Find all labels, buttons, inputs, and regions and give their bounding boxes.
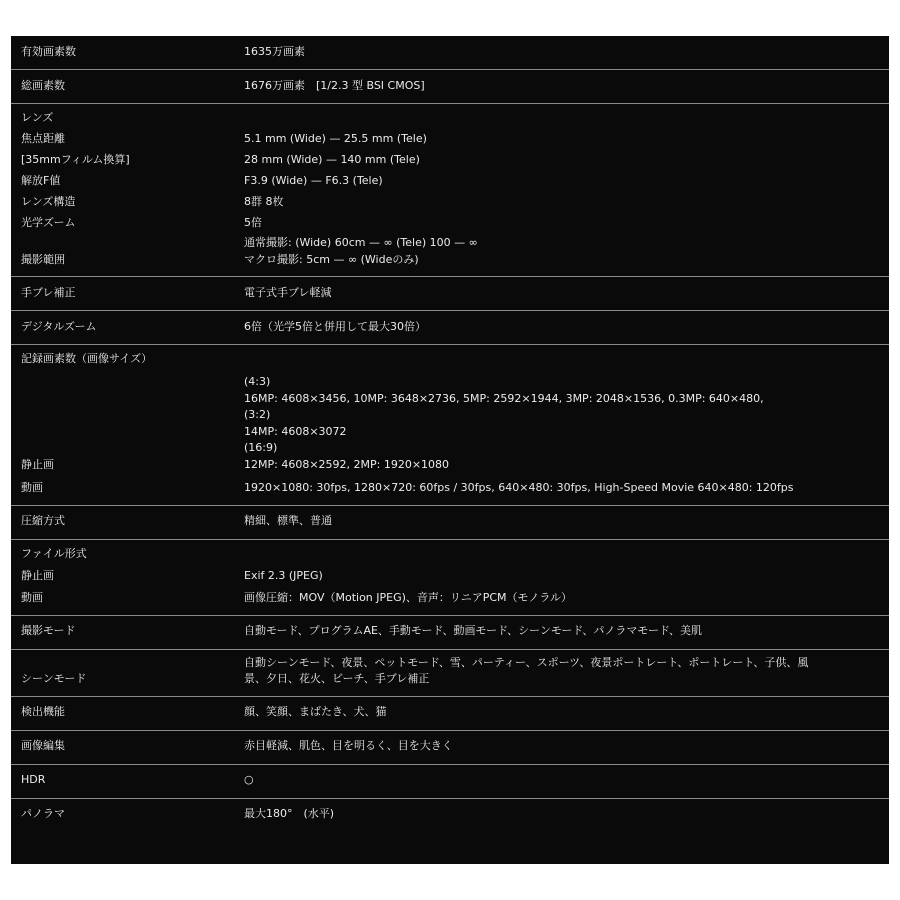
spec-group-scene-mode bbox=[11, 650, 889, 697]
spec-value-line: 8群 8枚 bbox=[244, 194, 284, 208]
spec-label: 撮影範囲 bbox=[21, 252, 65, 266]
spec-group-shooting-mode bbox=[11, 616, 889, 650]
spec-value bbox=[244, 235, 889, 270]
spec-value-line: ○ bbox=[244, 773, 254, 787]
spec-row bbox=[11, 565, 889, 588]
spec-value-line: 1920×1080: 30fps, 1280×720: 60fps / 30fps, 640×480: 30fps, High-Speed Movie 640×480: 120fps bbox=[244, 481, 794, 494]
spec-value bbox=[244, 704, 889, 721]
spec-group-file-format bbox=[11, 540, 889, 616]
spec-label: 有効画素数 bbox=[21, 44, 76, 58]
spec-row bbox=[11, 192, 889, 213]
spec-label: 解放F値 bbox=[21, 173, 61, 187]
spec-value-line: 1635万画素 bbox=[244, 44, 305, 58]
spec-table bbox=[11, 36, 889, 864]
spec-row bbox=[11, 476, 889, 500]
spec-value-line: 14MP: 4608×3072 bbox=[244, 424, 347, 438]
spec-label: 光学ズーム bbox=[21, 215, 76, 229]
spec-value bbox=[244, 194, 889, 213]
spec-row bbox=[11, 701, 889, 725]
spec-group-total-pixels bbox=[11, 70, 889, 104]
spec-value bbox=[244, 374, 889, 475]
spec-value-line: 顔、笑顔、まばたき、犬、猫 bbox=[244, 705, 387, 719]
spec-value-line: 精細、標準、普通 bbox=[244, 514, 332, 528]
spec-value bbox=[244, 655, 889, 690]
spec-value-line: 電子式手ブレ軽減 bbox=[244, 285, 332, 299]
spec-value bbox=[244, 285, 889, 302]
spec-value-line: 通常撮影: (Wide) 60cm — ∞ (Tele) 100 — ∞ bbox=[244, 236, 478, 249]
spec-row bbox=[11, 370, 889, 476]
spec-group-detection bbox=[11, 697, 889, 731]
spec-value bbox=[244, 173, 889, 192]
spec-group-image-edit bbox=[11, 731, 889, 765]
spec-value bbox=[244, 480, 889, 499]
spec-row bbox=[11, 171, 889, 192]
spec-value-line: (3:2) bbox=[244, 408, 271, 421]
spec-row bbox=[11, 234, 889, 271]
spec-value bbox=[244, 772, 889, 789]
spec-label: [35mmフィルム換算] bbox=[21, 152, 130, 166]
spec-row bbox=[11, 803, 889, 827]
spec-row bbox=[11, 281, 889, 305]
spec-label: 総画素数 bbox=[21, 78, 65, 92]
spec-row bbox=[11, 510, 889, 534]
spec-value-line: 6倍（光学5倍と併用して最大30倍） bbox=[244, 319, 426, 333]
spec-label: パノラマ bbox=[21, 807, 65, 821]
spec-label: 画像編集 bbox=[21, 739, 65, 753]
spec-label: 動画 bbox=[21, 591, 43, 604]
spec-value-line: 画像圧縮：MOV（Motion JPEG)、音声：リニアPCM（モノラル） bbox=[244, 591, 573, 604]
spec-group-header: 記録画素数（画像サイズ） bbox=[21, 352, 153, 366]
spec-value bbox=[244, 215, 889, 234]
spec-group-digital-zoom bbox=[11, 311, 889, 345]
spec-group-header: レンズ bbox=[21, 111, 54, 125]
spec-value bbox=[244, 806, 889, 823]
spec-row bbox=[11, 315, 889, 339]
spec-value bbox=[244, 152, 889, 171]
spec-row bbox=[11, 213, 889, 234]
spec-value-line: 最大180° (水平) bbox=[244, 807, 335, 821]
spec-label: 圧縮方式 bbox=[21, 514, 65, 528]
spec-label: デジタルズーム bbox=[21, 319, 97, 333]
spec-group-lens bbox=[11, 104, 889, 277]
spec-value-line: 景、夕日、花火、ビーチ、手ブレ補正 bbox=[244, 672, 430, 685]
spec-label: 手ブレ補正 bbox=[21, 285, 76, 299]
spec-value-line: 赤目軽減、肌色、目を明るく、目を大きく bbox=[244, 739, 453, 753]
spec-value-line: 16MP: 4608×3456, 10MP: 3648×2736, 5MP: 2592×1944, 3MP: 2048×1536, 0.3MP: 640×480, bbox=[244, 391, 764, 405]
spec-value bbox=[244, 131, 889, 150]
spec-value-line: 12MP: 4608×2592, 2MP: 1920×1080 bbox=[244, 457, 450, 471]
spec-value-line: 自動モード、プログラムAE、手動モード、動画モード、シーンモード、パノラマモード、美肌 bbox=[244, 624, 702, 638]
spec-value bbox=[244, 44, 889, 61]
spec-value-line: (4:3) bbox=[244, 375, 271, 388]
spec-group-compression bbox=[11, 506, 889, 540]
spec-label: 静止画 bbox=[21, 457, 54, 471]
spec-row bbox=[11, 74, 889, 98]
spec-value bbox=[244, 513, 889, 530]
spec-row bbox=[11, 40, 889, 64]
spec-row bbox=[11, 150, 889, 171]
spec-label: シーンモード bbox=[21, 672, 87, 685]
spec-row bbox=[11, 769, 889, 793]
spec-group-stabilization bbox=[11, 277, 889, 311]
spec-row bbox=[11, 129, 889, 150]
spec-value bbox=[244, 738, 889, 755]
spec-value-line: マクロ撮影: 5cm — ∞ (Wideのみ) bbox=[244, 252, 419, 266]
spec-label: レンズ構造 bbox=[21, 194, 76, 208]
spec-value bbox=[244, 78, 889, 95]
spec-value bbox=[244, 319, 889, 336]
spec-group-panorama bbox=[11, 799, 889, 832]
spec-value bbox=[244, 568, 889, 587]
spec-value-line: 5倍 bbox=[244, 215, 262, 229]
spec-value-line: 自動シーンモード、夜景、ペットモード、雪、パーティー、スポーツ、夜景ポートレート、ポートレート、子供、風 bbox=[244, 655, 809, 669]
spec-group-hdr bbox=[11, 765, 889, 799]
spec-value-line: 28 mm (Wide) — 140 mm (Tele) bbox=[244, 152, 420, 166]
spec-row bbox=[11, 620, 889, 644]
spec-group-effective-pixels bbox=[11, 36, 889, 70]
spec-value bbox=[244, 623, 889, 640]
spec-row bbox=[11, 654, 889, 691]
spec-value-line: 1676万画素 [1/2.3 型 BSI CMOS] bbox=[244, 78, 425, 92]
spec-label: 焦点距離 bbox=[21, 131, 65, 145]
spec-value-line: (16:9) bbox=[244, 441, 278, 454]
spec-value-line: Exif 2.3 (JPEG) bbox=[244, 568, 323, 582]
spec-label: 検出機能 bbox=[21, 705, 65, 719]
spec-value-line: F3.9 (Wide) — F6.3 (Tele) bbox=[244, 173, 383, 187]
spec-label: HDR bbox=[21, 773, 46, 787]
spec-value-line: 5.1 mm (Wide) — 25.5 mm (Tele) bbox=[244, 131, 427, 145]
spec-row bbox=[11, 587, 889, 610]
spec-group-recording-pixels bbox=[11, 345, 889, 506]
spec-group-header: ファイル形式 bbox=[21, 546, 87, 560]
spec-label: 静止画 bbox=[21, 568, 54, 582]
spec-label: 動画 bbox=[21, 481, 43, 494]
spec-row bbox=[11, 735, 889, 759]
spec-label: 撮影モード bbox=[21, 624, 76, 638]
spec-value bbox=[244, 590, 889, 609]
